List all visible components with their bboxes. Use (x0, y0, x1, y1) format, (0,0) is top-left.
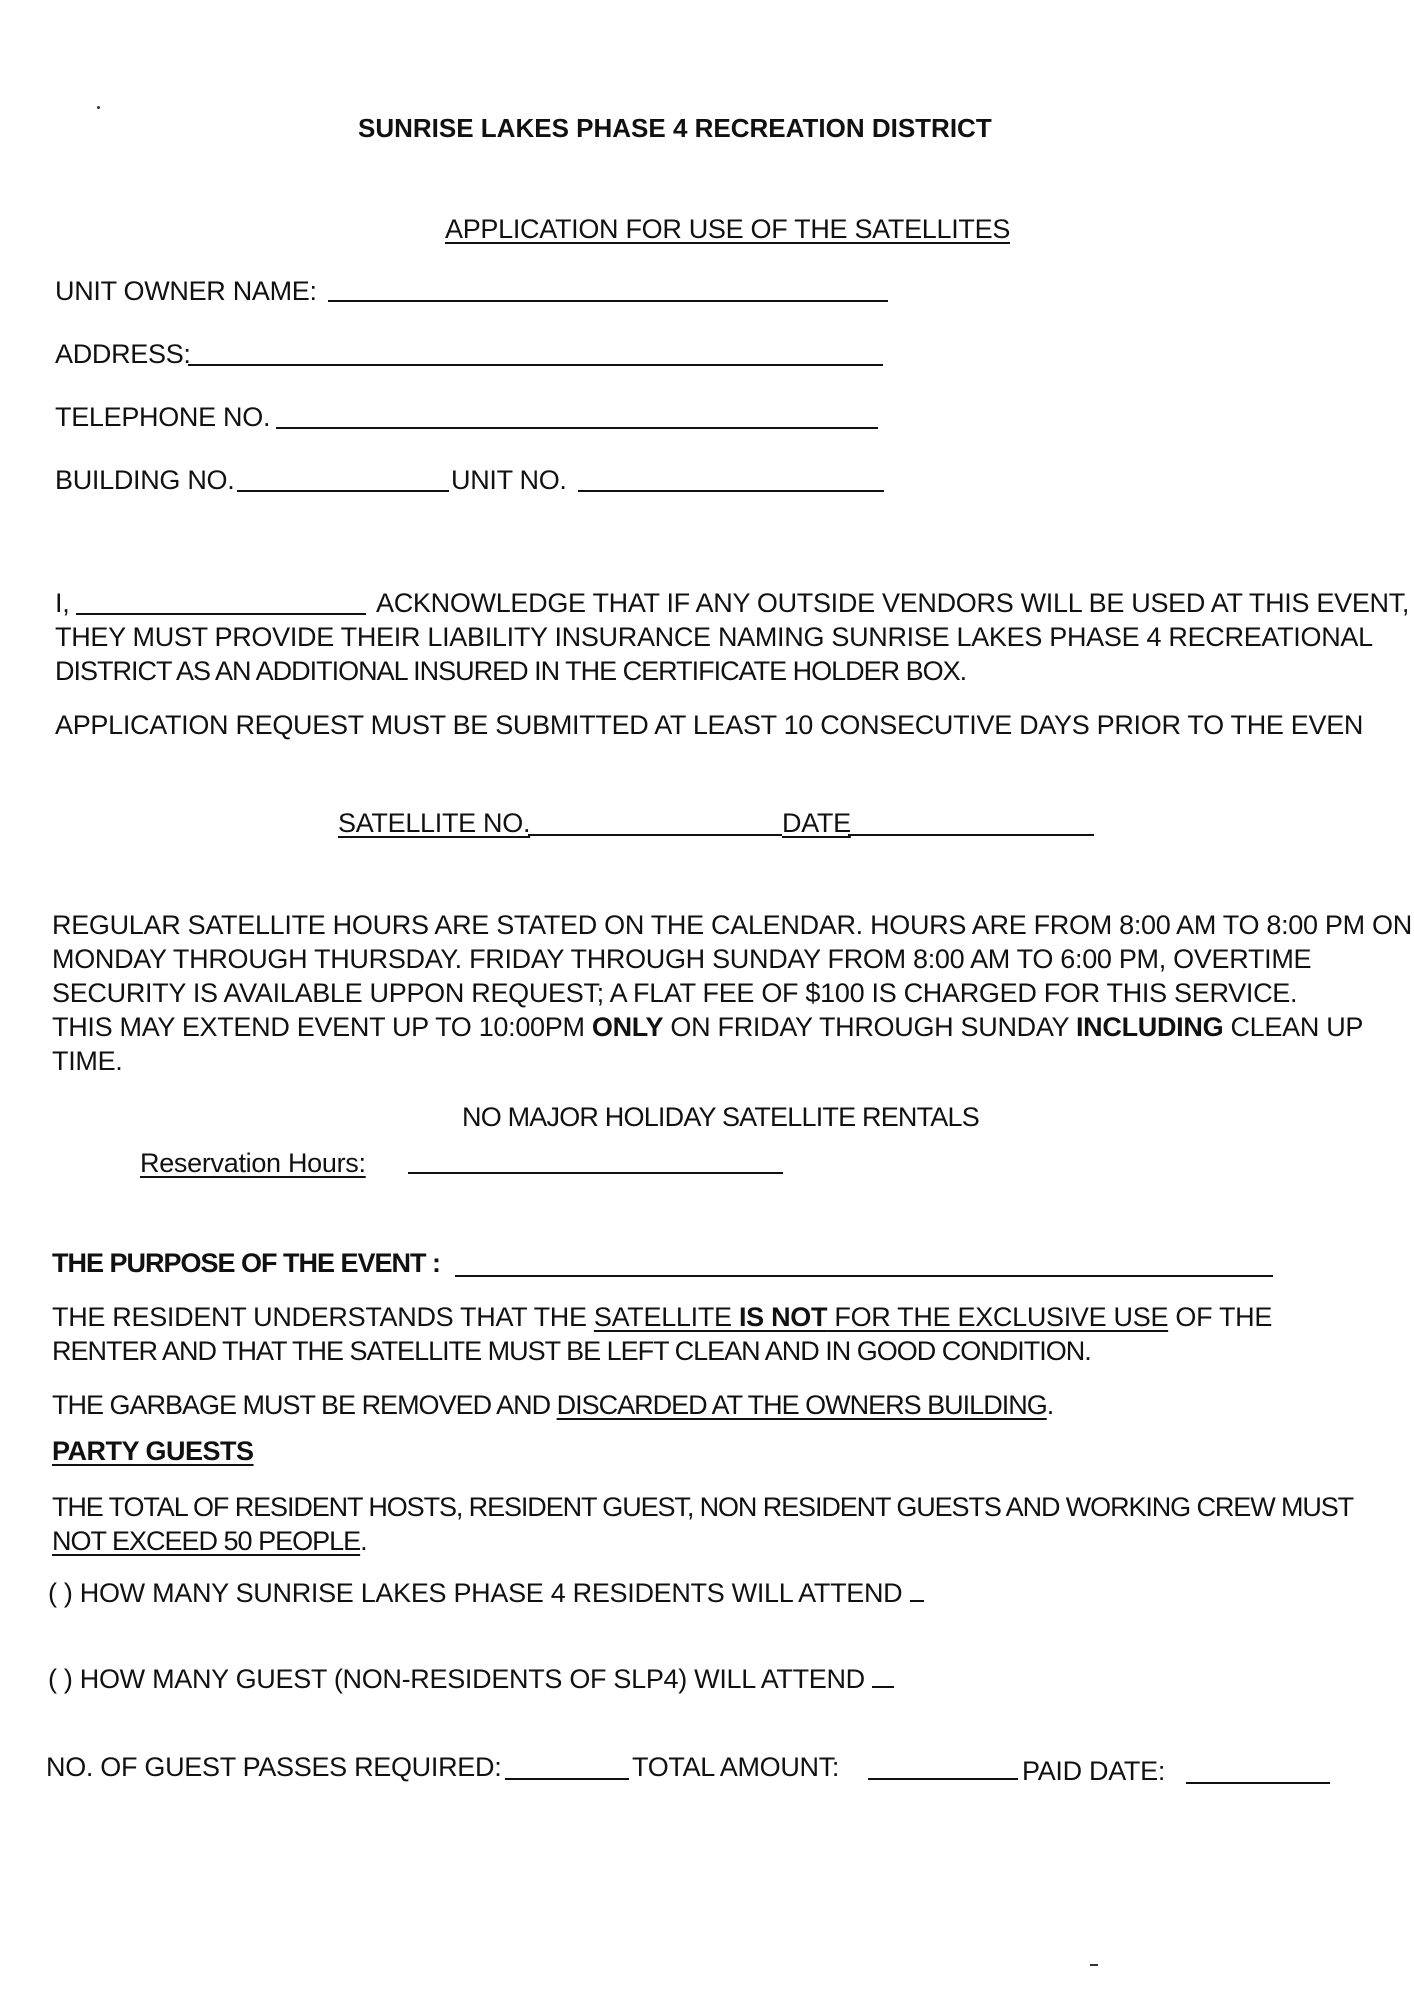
party-guests-line-1: THE TOTAL OF RESIDENT HOSTS, RESIDENT GUEST, NON RESIDENT GUESTS AND WORKING CREW MUST (52, 1492, 1354, 1522)
submission-notice: APPLICATION REQUEST MUST BE SUBMITTED AT LEAST 10 CONSECUTIVE DAYS PRIOR TO THE EVEN (55, 710, 1364, 740)
ack-line-1: ACKNOWLEDGE THAT IF ANY OUTSIDE VENDORS WILL BE USED AT THIS EVENT, (376, 588, 1410, 618)
holiday-notice: NO MAJOR HOLIDAY SATELLITE RENTALS (462, 1102, 979, 1132)
residents-count-field[interactable] (910, 1600, 924, 1602)
total-amount-field[interactable] (868, 1778, 1018, 1780)
exclusive-use-line-1: THE RESIDENT UNDERSTANDS THAT THE SATELLITE IS NOT FOR THE EXCLUSIVE USE OF THE (52, 1302, 1273, 1332)
purpose-field[interactable] (455, 1275, 1273, 1277)
satellite-no-field[interactable] (528, 834, 782, 836)
guests-question: ( ) HOW MANY GUEST (NON-RESIDENTS OF SLP4) WILL ATTEND (48, 1664, 894, 1695)
guest-passes-field[interactable] (505, 1778, 629, 1780)
guest-passes-label: NO. OF GUEST PASSES REQUIRED: (46, 1752, 502, 1782)
ack-name-field[interactable] (76, 613, 366, 615)
date-label: DATE (782, 808, 851, 838)
exclusive-use-line-2: RENTER AND THAT THE SATELLITE MUST BE LEFT CLEAN AND IN GOOD CONDITION. (52, 1336, 1091, 1366)
address-label: ADDRESS: (55, 339, 191, 369)
scan-speck (97, 106, 100, 109)
telephone-label: TELEPHONE NO. (55, 402, 271, 432)
ack-line-2: THEY MUST PROVIDE THEIR LIABILITY INSURANCE NAMING SUNRISE LAKES PHASE 4 RECREATIONAL (55, 622, 1373, 652)
ack-prefix: I, (55, 588, 70, 618)
reservation-hours-field[interactable] (408, 1172, 783, 1174)
hours-line-2: MONDAY THROUGH THURSDAY. FRIDAY THROUGH SUNDAY FROM 8:00 AM TO 6:00 PM, OVERTIME (52, 944, 1312, 974)
party-guests-heading: PARTY GUESTS (52, 1436, 254, 1466)
building-field[interactable] (237, 490, 449, 492)
district-title: SUNRISE LAKES PHASE 4 RECREATION DISTRICT (358, 113, 992, 143)
ack-line-3: DISTRICT AS AN ADDITIONAL INSURED IN THE CERTIFICATE HOLDER BOX. (55, 656, 967, 686)
hours-line-4: THIS MAY EXTEND EVENT UP TO 10:00PM ONLY ON FRIDAY THROUGH SUNDAY INCLUDING CLEAN UP (52, 1012, 1364, 1042)
residents-question: ( ) HOW MANY SUNRISE LAKES PHASE 4 RESIDENTS WILL ATTEND (48, 1578, 924, 1609)
date-field[interactable] (848, 834, 1094, 836)
telephone-field[interactable] (276, 427, 878, 429)
satellite-no-label: SATELLITE NO. (338, 808, 531, 838)
unit-label: UNIT NO. (451, 465, 567, 495)
guests-count-field[interactable] (872, 1686, 894, 1688)
unit-owner-name-label: UNIT OWNER NAME: (55, 276, 317, 306)
reservation-hours-label: Reservation Hours: (140, 1148, 366, 1178)
form-title: APPLICATION FOR USE OF THE SATELLITES (445, 214, 1011, 244)
purpose-label: THE PURPOSE OF THE EVENT : (52, 1248, 441, 1278)
paid-date-label: PAID DATE: (1022, 1756, 1166, 1786)
paid-date-field[interactable] (1186, 1782, 1330, 1784)
garbage-notice: THE GARBAGE MUST BE REMOVED AND DISCARDED AT THE OWNERS BUILDING. (52, 1390, 1054, 1420)
unit-owner-name-field[interactable] (328, 300, 888, 302)
scan-speck (1090, 1964, 1098, 1966)
hours-line-5: TIME. (52, 1046, 123, 1076)
hours-line-1: REGULAR SATELLITE HOURS ARE STATED ON THE CALENDAR. HOURS ARE FROM 8:00 AM TO 8:00 PM ON (52, 910, 1412, 940)
building-label: BUILDING NO. (55, 465, 235, 495)
total-amount-label: TOTAL AMOUNT: (632, 1752, 840, 1782)
address-field[interactable] (188, 364, 883, 366)
hours-line-3: SECURITY IS AVAILABLE UPPON REQUEST; A FLAT FEE OF $100 IS CHARGED FOR THIS SERVICE. (52, 978, 1298, 1008)
unit-field[interactable] (578, 490, 884, 492)
party-guests-line-2: NOT EXCEED 50 PEOPLE. (52, 1526, 367, 1556)
